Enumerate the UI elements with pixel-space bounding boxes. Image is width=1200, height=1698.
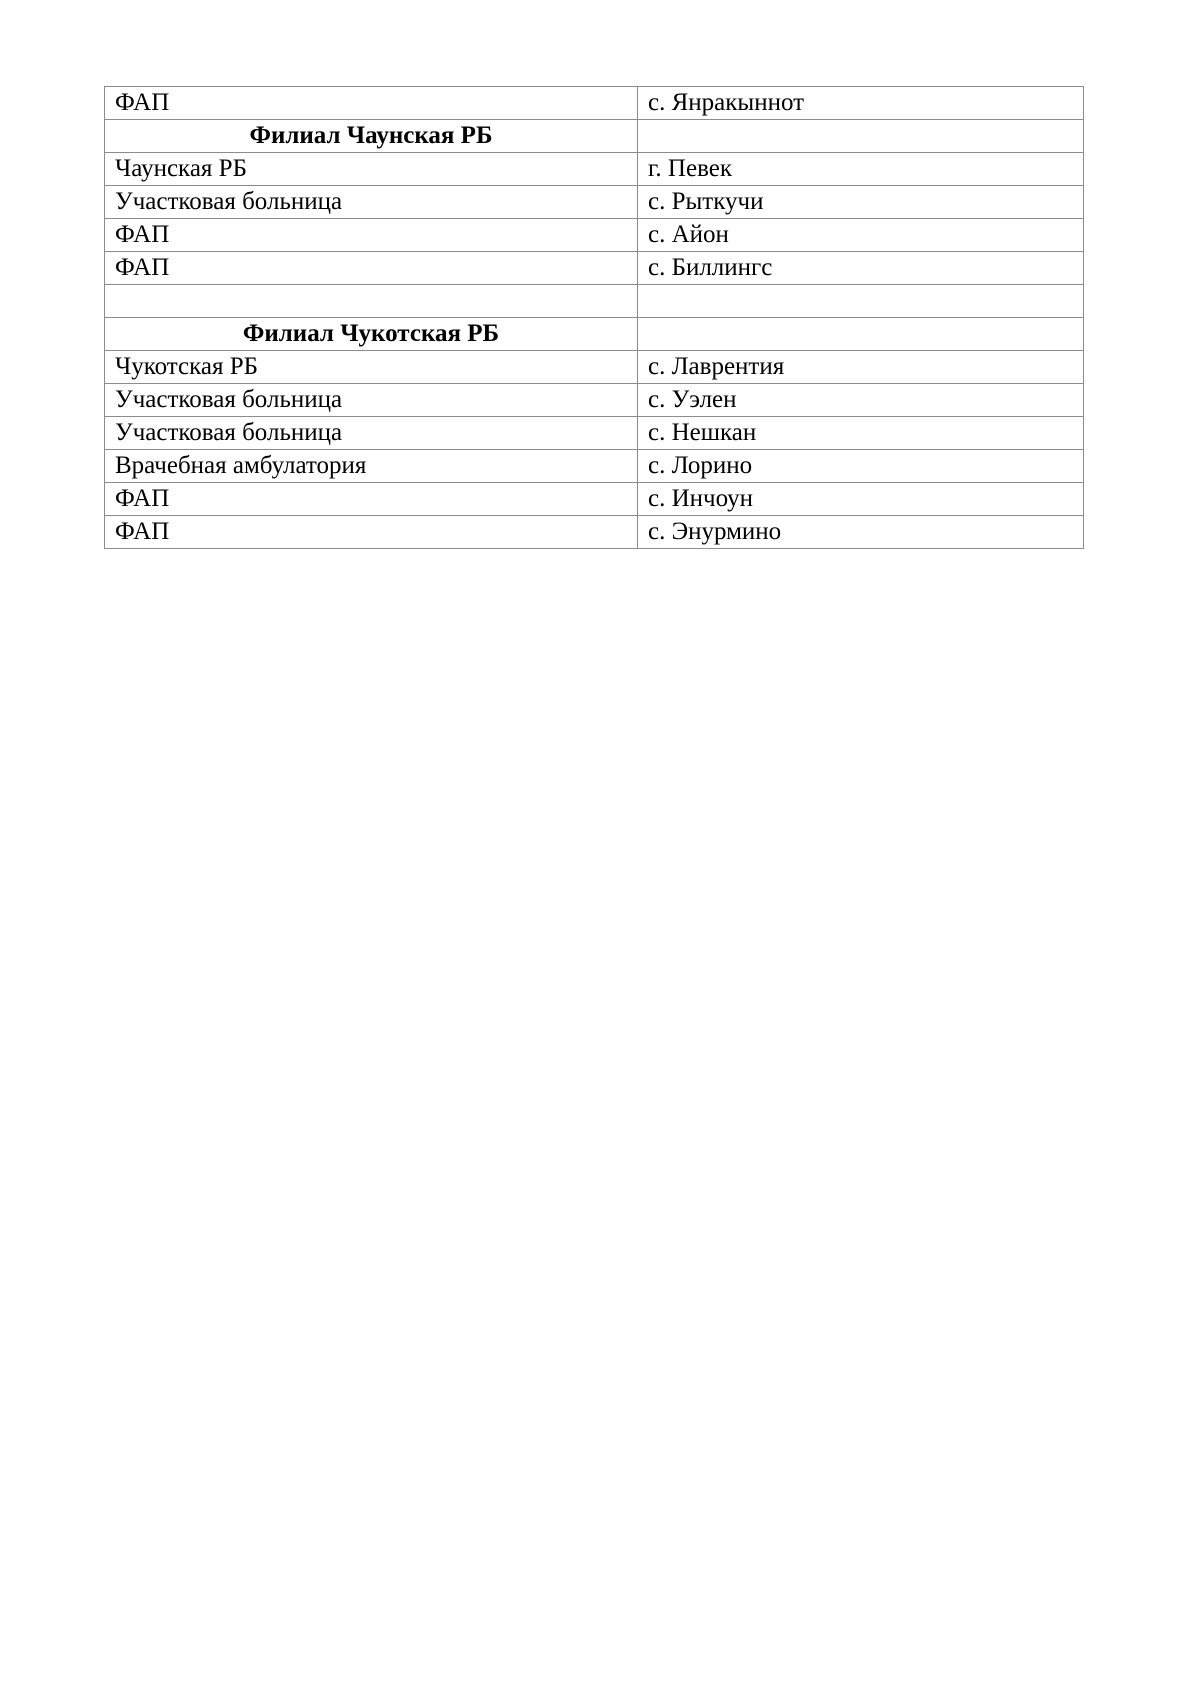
empty-cell <box>638 285 1084 318</box>
facility-name-cell: Чукотская РБ <box>105 351 638 384</box>
section-location-cell <box>638 318 1084 351</box>
facility-location-cell: с. Энурмино <box>638 516 1084 549</box>
facility-location-cell: г. Певек <box>638 153 1084 186</box>
facility-location-cell: с. Янракыннот <box>638 87 1084 120</box>
facility-name-cell: ФАП <box>105 516 638 549</box>
table-row <box>105 87 1084 120</box>
section-header-row <box>105 120 1084 153</box>
section-location-cell <box>638 120 1084 153</box>
table-row <box>105 417 1084 450</box>
facility-name-cell: Чаунская РБ <box>105 153 638 186</box>
facility-name-cell: Врачебная амбулатория <box>105 450 638 483</box>
facility-name-cell: Участковая больница <box>105 417 638 450</box>
table-row <box>105 219 1084 252</box>
table-row <box>105 516 1084 549</box>
facilities-table-body <box>105 87 1084 549</box>
facility-location-cell: с. Айон <box>638 219 1084 252</box>
facility-name-cell: Участковая больница <box>105 186 638 219</box>
empty-cell <box>105 285 638 318</box>
empty-row <box>105 285 1084 318</box>
table-row <box>105 384 1084 417</box>
facility-name-cell: ФАП <box>105 87 638 120</box>
table-row <box>105 450 1084 483</box>
facility-location-cell: с. Рыткучи <box>638 186 1084 219</box>
table-row <box>105 186 1084 219</box>
facility-location-cell: с. Инчоун <box>638 483 1084 516</box>
facility-location-cell: с. Лаврентия <box>638 351 1084 384</box>
facility-location-cell: с. Нешкан <box>638 417 1084 450</box>
facilities-table <box>104 86 1084 549</box>
section-header-row <box>105 318 1084 351</box>
section-title-cell: Филиал Чукотская РБ <box>105 318 638 351</box>
facility-location-cell: с. Лорино <box>638 450 1084 483</box>
table-row <box>105 153 1084 186</box>
facility-location-cell: с. Биллингс <box>638 252 1084 285</box>
facility-name-cell: ФАП <box>105 219 638 252</box>
facility-location-cell: с. Уэлен <box>638 384 1084 417</box>
facility-name-cell: ФАП <box>105 252 638 285</box>
facility-name-cell: Участковая больница <box>105 384 638 417</box>
section-title-cell: Филиал Чаунская РБ <box>105 120 638 153</box>
facility-name-cell: ФАП <box>105 483 638 516</box>
table-row <box>105 252 1084 285</box>
table-row <box>105 483 1084 516</box>
table-row <box>105 351 1084 384</box>
